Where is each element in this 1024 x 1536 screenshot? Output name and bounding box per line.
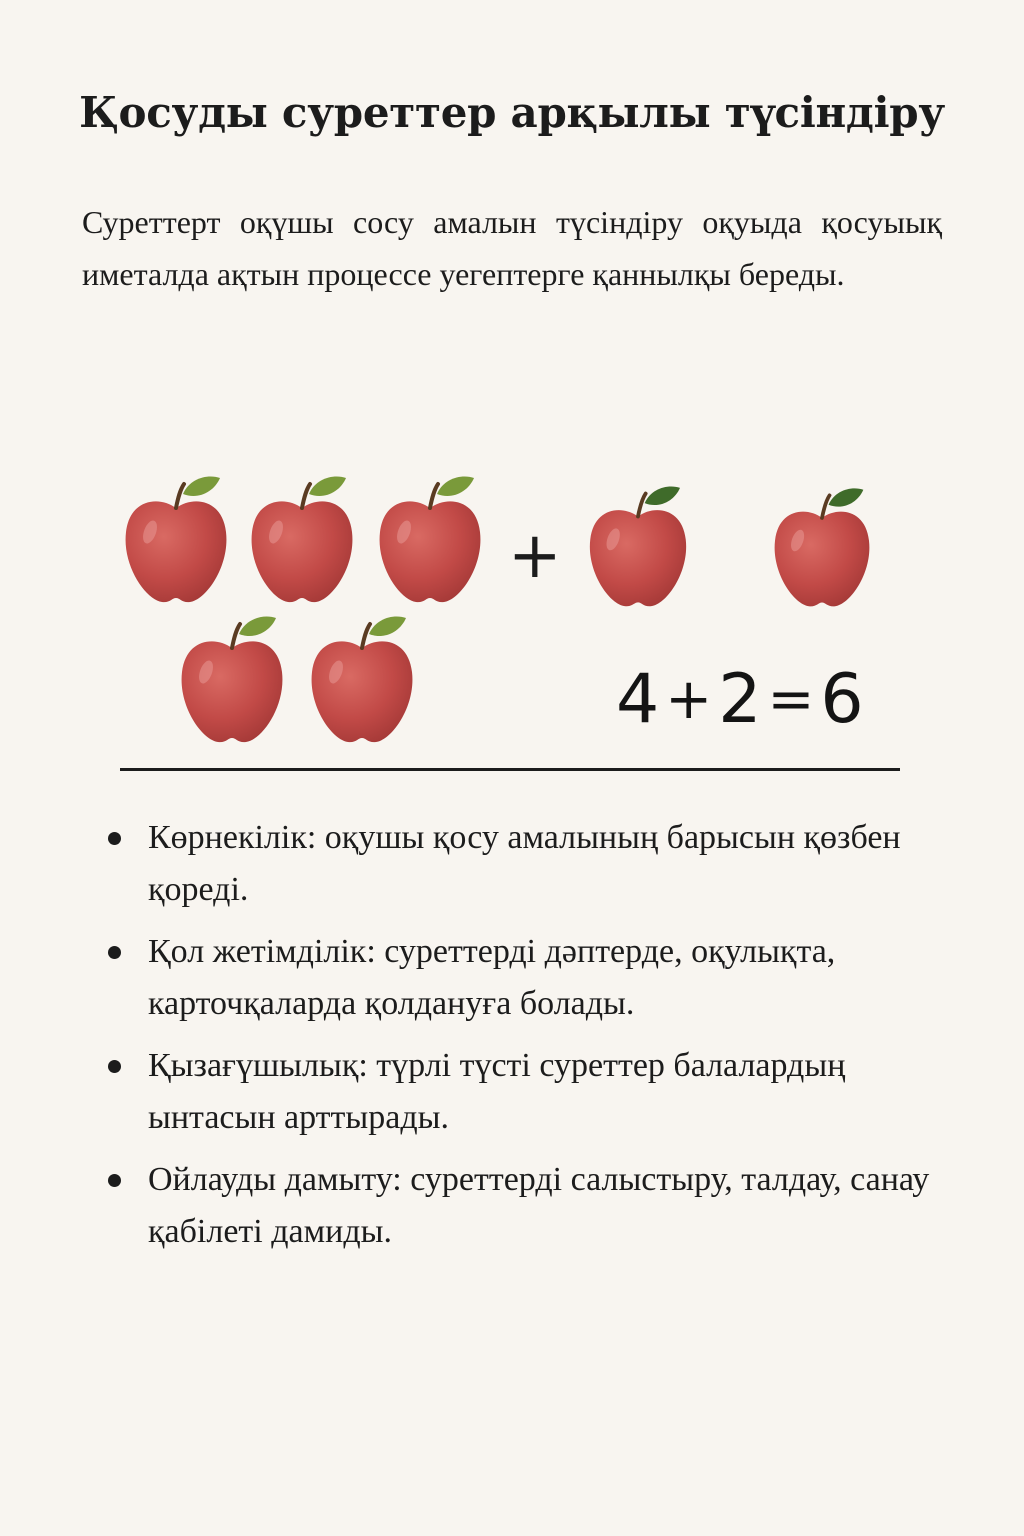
apple-icon — [120, 474, 232, 606]
divider — [120, 768, 900, 771]
list-item — [100, 926, 950, 1030]
bullet-icon — [108, 1060, 121, 1073]
list-item-text: Қызағүшылық: түрлі түсті суреттер балалардың ынтасын арттырады. — [148, 1047, 846, 1136]
list-item — [100, 1154, 950, 1258]
list-item-text: Көрнекілік: оқушы қосу амалының барысын қөзбен қореді. — [148, 819, 901, 908]
bullet-icon — [108, 1174, 121, 1187]
bullet-icon — [108, 946, 121, 959]
equation-plus: + — [665, 667, 713, 732]
list-item — [100, 1040, 950, 1144]
apple-icon — [768, 486, 876, 610]
equation-addend-b: 2 — [718, 660, 762, 739]
list-item-text: Қол жетімділік: суреттерді дәптерде, оқулықта, карточқаларда қолдануға болады. — [148, 933, 836, 1022]
apple-icon — [306, 614, 418, 746]
intro-paragraph: Суреттерт оқүшы сосу амалын түсіндіру оқуыда қосуыық иметалда ақтын процессе уегептерге қаннылқы береды. — [82, 204, 942, 292]
list-item-text: Ойлауды дамыту: суреттерді салыстыру, талдау, санау қабілеті дамиды. — [148, 1161, 930, 1250]
plus-sign: + — [508, 519, 562, 593]
equation-result: 6 — [820, 660, 864, 739]
benefits-list — [100, 812, 950, 1268]
apple-icon — [176, 614, 288, 746]
apple-icon — [246, 474, 358, 606]
equation-equals: = — [767, 667, 815, 732]
bullet-icon — [108, 832, 121, 845]
apple-icon — [584, 484, 692, 610]
apple-icon — [374, 474, 486, 606]
equation — [616, 660, 864, 740]
page-title: Қосуды суреттер арқылы түсіндіру — [79, 88, 945, 137]
equation-addend-a: 4 — [616, 660, 660, 739]
list-item — [100, 812, 950, 916]
